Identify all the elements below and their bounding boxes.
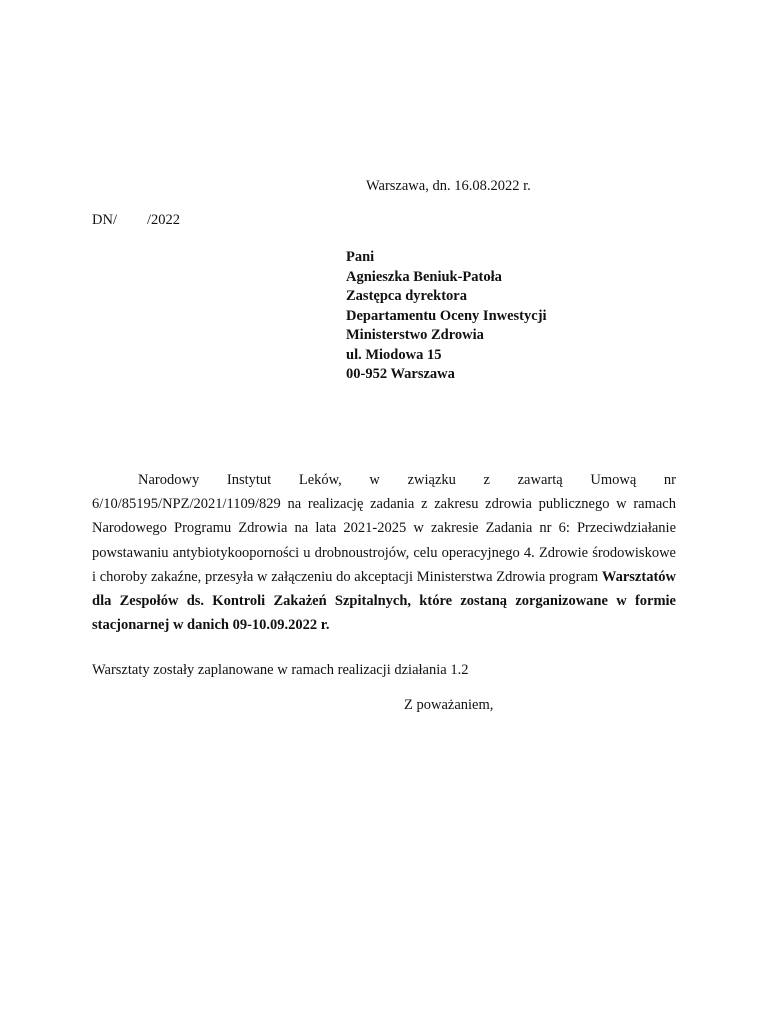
- recipient-ministry: Ministerstwo Zdrowia: [346, 327, 484, 343]
- recipient-city: 00-952 Warszawa: [346, 366, 455, 382]
- body-paragraph: [92, 468, 676, 637]
- body-text: Narodowy Instytut Leków, w związku z zawartą Umową nr 6/10/85195/NPZ/2021/1109/829 na realizację zadania z zakresu zdrowia publicznego w ramach Narodowego Programu Zdrowia na lata 2021-2025 w zakresie Zadania nr 6: Przeciwdziałanie powstawaniu antybiotykooporności u drobnoustrojów, celu operacyjnego 4. Zdrowie środowiskowe i choroby zakaźne, przesyła w załączeniu do akceptacji Ministerstwa Zdrowia program: [92, 472, 676, 585]
- reference-prefix: DN/: [92, 212, 117, 228]
- reference-suffix: /2022: [146, 212, 181, 228]
- closing-salutation: Z poważaniem,: [404, 697, 494, 713]
- recipient-street: ul. Miodowa 15: [346, 346, 442, 363]
- recipient-salutation: Pani: [346, 249, 375, 265]
- recipient-address-block: [346, 248, 547, 385]
- second-paragraph: Warsztaty zostały zaplanowane w ramach realizacji działania 1.2: [92, 662, 469, 678]
- recipient-department: Departamentu Oceny Inwestycji: [346, 307, 547, 324]
- body-bold-text: Warsztatów dla Zespołów ds. Kontroli Zakażeń Szpitalnych, które zostaną zorganizowane w formie stacjonarnej w danich 09-10.09.2022 r.: [92, 568, 676, 634]
- recipient-name: Agnieszka Beniuk-Patoła: [346, 268, 502, 285]
- date-line: Warszawa, dn. 16.08.2022 r.: [366, 178, 531, 194]
- reference-number: [92, 212, 180, 229]
- recipient-position: Zastępca dyrektora: [346, 288, 467, 304]
